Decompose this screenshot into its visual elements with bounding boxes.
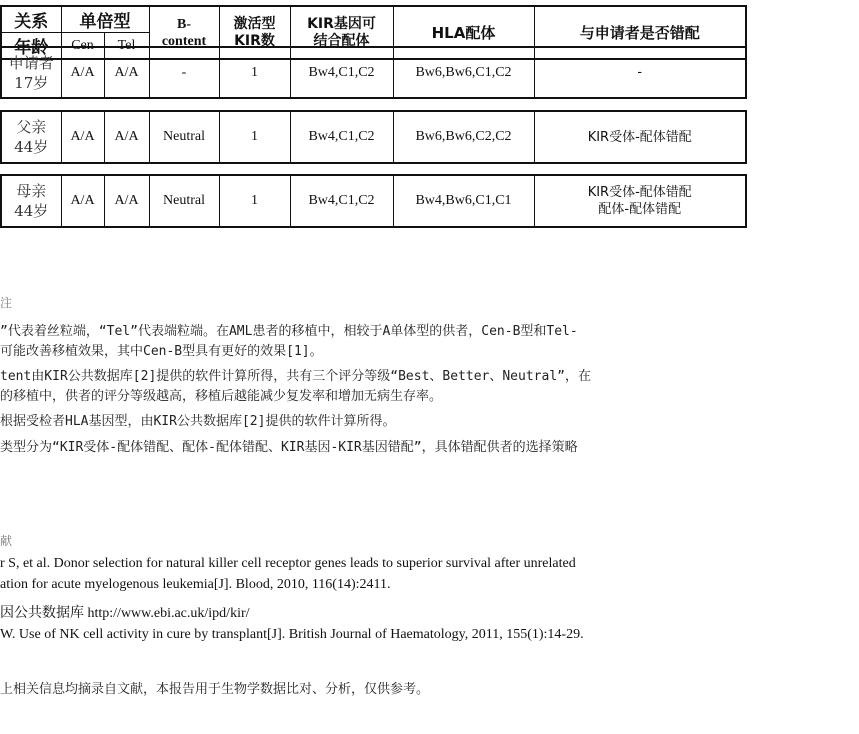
cell-hla-ligand: Bw6,Bw6,C2,C2 (393, 111, 534, 163)
mismatch-line1: KIR受体-配体错配 (587, 185, 692, 200)
notes-heading: 注 (0, 296, 13, 310)
cell-mismatch (534, 47, 746, 98)
cell-cen: A/A (61, 175, 104, 227)
cell-relation (1, 47, 61, 98)
header-hla-ligand: HLA配体 (393, 6, 534, 59)
note-line: ”代表着丝粒端，“Tel”代表端粒端。在AML患者的移植中，相较于A单体型的供者，Cen-B型和Tel- (0, 324, 578, 339)
header-age: 年龄 (1, 33, 61, 60)
cell-cen: A/A (61, 47, 104, 98)
cell-relation (1, 111, 61, 163)
reference-line: W. Use of NK cell activity in cure by transplant[J]. British Journal of Haematology, 2011, 155(1):14-29. (0, 627, 584, 642)
header-tel: Tel (104, 33, 149, 60)
mismatch-line1: KIR受体-配体错配 (587, 129, 692, 145)
header-relation: 关系 (1, 6, 61, 33)
header-b-content-line2: content (161, 33, 207, 49)
note-line: 类型分为“KIR受体-配体错配、配体-配体错配、KIR基因-KIR基因错配”，具体错配供者的选择策略 (0, 440, 578, 455)
cell-b-content: - (149, 47, 219, 98)
table-row-father (0, 110, 747, 164)
reference-line: ation for acute myelogenous leukemia[J]. Blood, 2010, 116(14):2411. (0, 577, 391, 592)
mismatch-line1: - (637, 65, 643, 80)
cell-b-content: Neutral (149, 175, 219, 227)
relation-name: 母亲 (16, 182, 47, 200)
cell-tel: A/A (104, 175, 149, 227)
cell-hla-ligand: Bw6,Bw6,C1,C2 (393, 47, 534, 98)
reference-line: r S, et al. Donor selection for natural killer cell receptor genes leads to superior survival after unrelated (0, 556, 576, 571)
header-kir-ligand-line1: KIR基因可 (307, 15, 376, 32)
cell-activating-kir: 1 (219, 175, 290, 227)
references-heading: 献 (0, 534, 13, 548)
table-row-applicant (0, 46, 747, 99)
header-activating-line2: KIR数 (234, 32, 275, 49)
header-haplotype: 单倍型 (61, 6, 149, 33)
note-line: 的移植中，供者的评分等级越高，移植后越能减少复发率和增加无病生存率。 (0, 389, 443, 404)
cell-cen: A/A (61, 111, 104, 163)
cell-tel: A/A (104, 47, 149, 98)
table-row-mother (0, 174, 747, 228)
note-line: 可能改善移植效果，其中Cen-B型具有更好的效果[1]。 (0, 344, 323, 359)
header-mismatch: 与申请者是否错配 (534, 6, 746, 59)
header-b-content-line1: B- (177, 16, 191, 32)
cell-tel: A/A (104, 111, 149, 163)
note-line: tent由KIR公共数据库[2]提供的软件计算所得，共有三个评分等级“Best、Better、Neutral”，在 (0, 369, 591, 384)
cell-kir-ligand: Bw4,C1,C2 (290, 175, 393, 227)
disclaimer: 上相关信息均摘录自文献，本报告用于生物学数据比对、分析，仅供参考。 (0, 682, 430, 697)
header-kir-ligand-line2: 结合配体 (313, 32, 370, 49)
cell-hla-ligand: Bw4,Bw6,C1,C1 (393, 175, 534, 227)
cell-activating-kir: 1 (219, 47, 290, 98)
relation-name: 申请者 (8, 53, 54, 72)
cell-mismatch (534, 175, 746, 227)
reference-line: 因公共数据库 http://www.ebi.ac.uk/ipd/kir/ (0, 606, 250, 621)
relation-age: 44岁 (14, 202, 49, 220)
cell-mismatch (534, 111, 746, 163)
cell-kir-ligand: Bw4,C1,C2 (290, 47, 393, 98)
cell-relation (1, 175, 61, 227)
cell-kir-ligand: Bw4,C1,C2 (290, 111, 393, 163)
mismatch-line2: 配体-配体错配 (598, 202, 682, 217)
header-cen: Cen (61, 33, 104, 60)
cell-b-content: Neutral (149, 111, 219, 163)
relation-age: 44岁 (14, 138, 49, 156)
relation-name: 父亲 (16, 118, 47, 136)
note-line: 根据受检者HLA基因型，由KIR公共数据库[2]提供的软件计算所得。 (0, 414, 396, 429)
relation-age: 17岁 (14, 73, 49, 92)
header-activating-line1: 激活型 (233, 15, 276, 32)
cell-activating-kir: 1 (219, 111, 290, 163)
